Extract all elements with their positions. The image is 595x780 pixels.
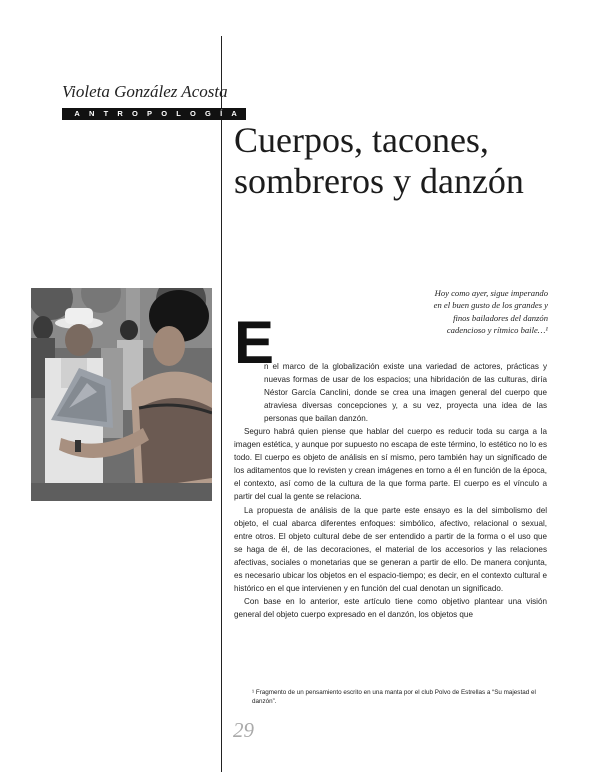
drop-cap-letter: E xyxy=(234,309,275,376)
author-name: Violeta González Acosta xyxy=(62,82,228,101)
epigraph xyxy=(380,287,548,337)
title-line-1: Cuerpos, tacones, xyxy=(234,120,489,160)
vertical-rule xyxy=(221,36,222,772)
epigraph-line: en el buen gusto de los grandes y xyxy=(433,300,548,311)
section-label: ANTROPOLOGÍA xyxy=(62,108,246,120)
paragraph-2: Seguro habrá quien piense que hablar del cuerpo es reducir toda su carga a la imagen estética, y aunque por supuesto no escapa de este término, lo estético no lo es todo. El cuerpo es objeto de análisis en sí mismo, pero también hay un significado de los aditamentos que lo revisten y crean imágenes en torno a él en función de la época, el contexto, así como de la cultura de la que forma parte. El cuerpo es el vínculo a partir del cual la gente se relaciona. xyxy=(234,427,547,502)
article-body xyxy=(234,360,547,621)
title-line-2: sombreros y danzón xyxy=(234,161,524,201)
epigraph-line: finos bailadores del danzón xyxy=(453,312,548,323)
epigraph-line: Hoy como ayer, sigue imperando xyxy=(434,288,548,298)
page-number: 29 xyxy=(233,718,254,742)
dancers-photo xyxy=(31,288,212,501)
paragraph-3: La propuesta de análisis de la que parte este ensayo es la del simbolismo del objeto, el cual abarca diferentes enfoques: simbólico, afectivo, relacional o sexual, entre otros. El objeto cultural debe de ser entendido a partir de la forma o el uso que se haga de él, de las decoraciones, el material de los accesorios y las relaciones afectivas, sociales o monetarias que se generan a partir de ello. De manera conjunta, es necesario ubicar los objetos en el espacio-tiempo; es decir, en el contexto cultural e histórico en el que intervienen y en función del cual denotan un significado. xyxy=(234,505,547,593)
paragraph-1: n el marco de la globalización existe una variedad de actores, prácticas y nuevas formas de usar de los espacios; una hibridación de las culturas, diría Néstor García Canclini, donde se crea una imagen general del cuerpo que atraviesa diversas concepciones y, a su vez, proyecta una idea de las personas que bailan danzón. xyxy=(264,362,547,424)
footnote: ¹ Fragmento de un pensamiento escrito en una manta por el club Polvo de Estrellas a “Su majestad el danzón”. xyxy=(252,689,536,706)
epigraph-line: cadencioso y rítmico baile…¹ xyxy=(446,325,548,336)
article-title xyxy=(234,120,564,202)
paragraph-4: Con base en lo anterior, este artículo tiene como objetivo plantear una visión general del objeto cuerpo expresado en el danzón, los objetos que xyxy=(234,596,547,619)
